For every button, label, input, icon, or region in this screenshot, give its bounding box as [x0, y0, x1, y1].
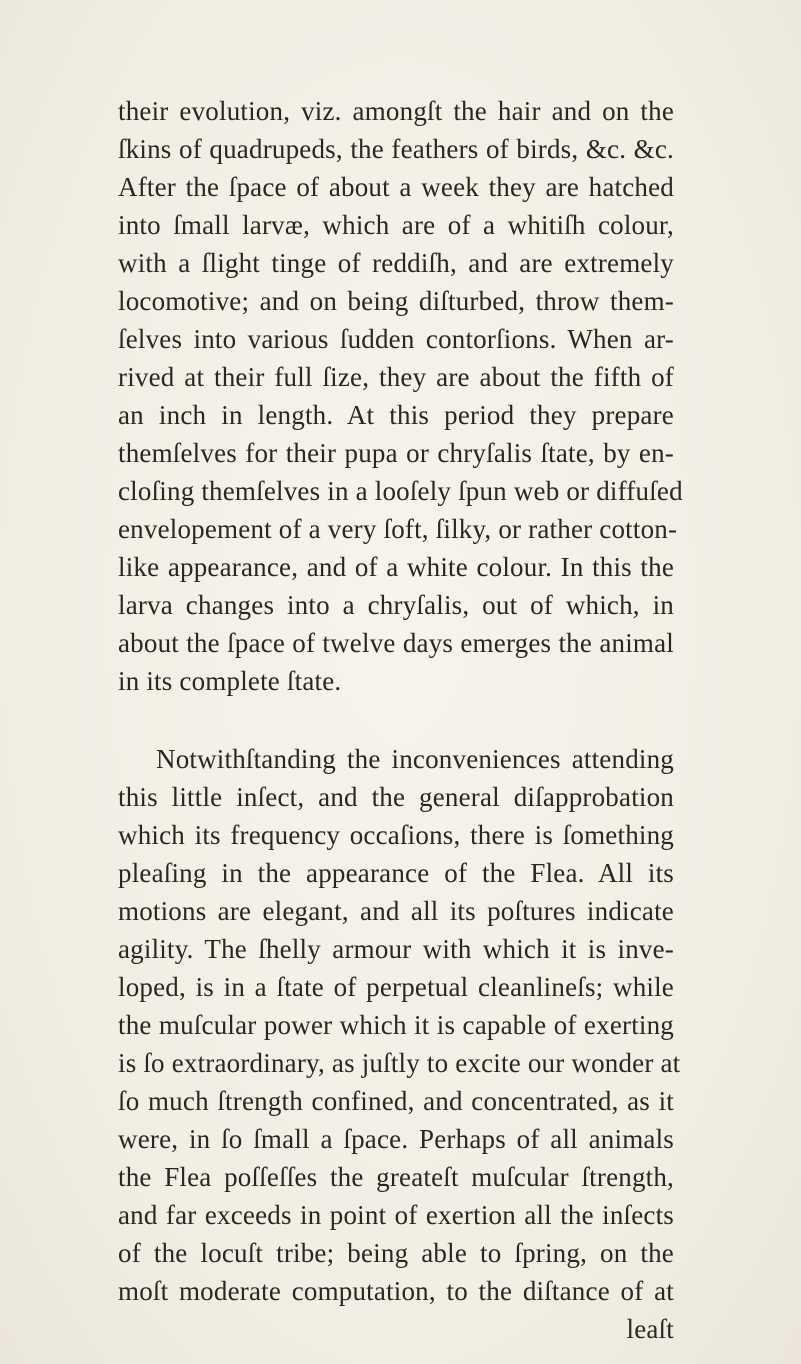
text-line: like appearance, and of a white colour. In this the [118, 552, 674, 582]
text-line: loped, is in a ſtate of perpetual cleanlineſs; while [118, 972, 674, 1002]
text-line: ſelves into various ſudden contorſions. When ar- [118, 324, 674, 354]
text-line: with a ſlight tinge of reddiſh, and are extremely [118, 248, 674, 278]
text-line: and far exceeds in point of exertion all the inſects [118, 1200, 674, 1230]
text-line: motions are elegant, and all its poſtures indicate [118, 896, 674, 926]
text-line: moſt moderate computation, to the diſtance of at [118, 1276, 674, 1306]
paragraph-start-line: Notwithſtanding the inconveniences attending [156, 744, 674, 774]
text-line: into ſmall larvæ, which are of a whitiſh colour, [118, 210, 674, 240]
text-line: an inch in length. At this period they prepare [118, 400, 674, 430]
text-line: ſkins of quadrupeds, the feathers of birds, &c. &c. [118, 134, 674, 164]
text-line: pleaſing in the appearance of the Flea. All its [118, 858, 674, 888]
text-line: this little inſect, and the general diſapprobation [118, 782, 674, 812]
text-line: larva changes into a chryſalis, out of which, in [118, 590, 674, 620]
text-line: envelopement of a very ſoft, ſilky, or rather cotton- [118, 514, 678, 544]
text-line: of the locuſt tribe; being able to ſpring, on the [118, 1238, 674, 1268]
text-line: rived at their full ſize, they are about the fifth of [118, 362, 674, 392]
text-line: locomotive; and on being diſturbed, throw them- [118, 286, 674, 316]
text-line: which its frequency occaſions, there is ſomething [118, 820, 674, 850]
text-line: cloſing themſelves in a looſely ſpun web or diffuſed [118, 476, 683, 506]
catchword: leaſt [626, 1314, 674, 1344]
catchword-block [118, 1310, 674, 1350]
text-line: themſelves for their pupa or chryſalis ſtate, by en- [118, 438, 674, 468]
text-line: were, in ſo ſmall a ſpace. Perhaps of all animals [118, 1124, 674, 1154]
text-line: the Flea poſſeſſes the greateſt muſcular ſtrength, [118, 1162, 674, 1192]
text-line: ſo much ſtrength confined, and concentrated, as it [118, 1086, 674, 1116]
text-line: the muſcular power which it is capable of exerting [118, 1010, 674, 1040]
text-line: about the ſpace of twelve days emerges the animal [118, 628, 674, 658]
page-text [118, 72, 683, 1306]
text-line-last: in its complete ſtate. [118, 666, 342, 696]
text-line: agility. The ſhelly armour with which it is inve- [118, 934, 674, 964]
text-line: is ſo extraordinary, as juſtly to excite our wonder at [118, 1048, 681, 1078]
text-line: their evolution, viz. amongſt the hair and on the [118, 96, 674, 126]
text-line: After the ſpace of about a week they are hatched [118, 172, 674, 202]
